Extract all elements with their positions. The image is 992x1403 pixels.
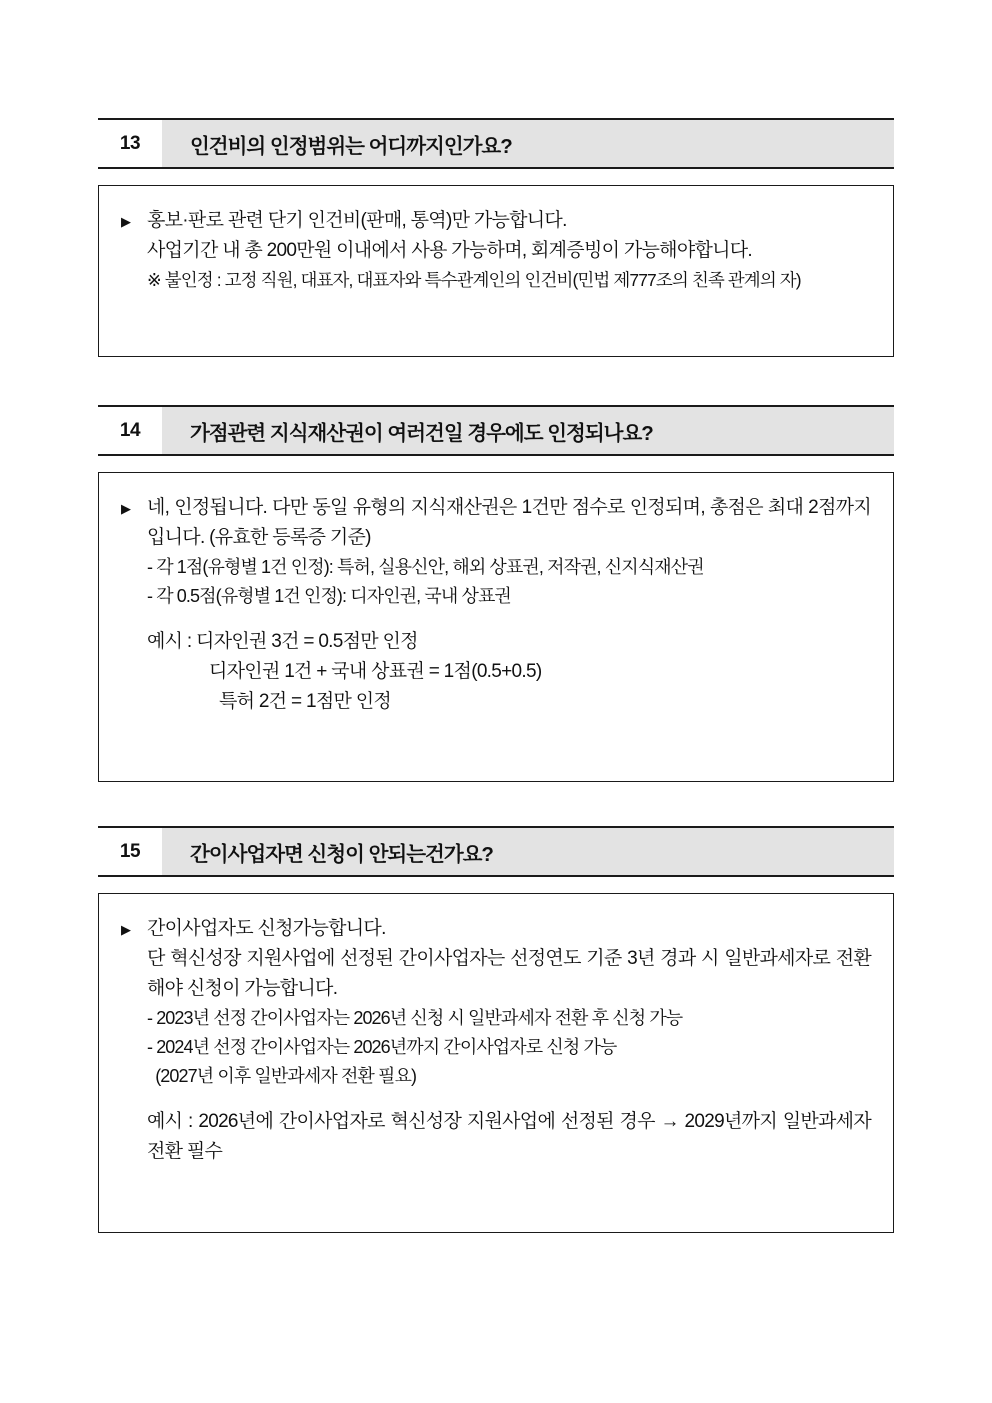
answer-line: 간이사업자도 신청가능합니다. — [147, 918, 386, 939]
example-label: 예시 : 디자인권 3건 = 0.5점만 인정 — [147, 631, 418, 652]
answer-box-14 — [98, 472, 894, 782]
answer-text — [147, 914, 871, 1167]
triangle-right-icon: ▶ — [121, 501, 131, 516]
example-block — [147, 627, 871, 717]
answer-note: ※ 불인정 : 고정 직원, 대표자, 대표자와 특수관계인의 인건비(민법 제777조의 친족 관계의 자) — [147, 270, 801, 290]
answer-body-13 — [121, 206, 871, 295]
question-header-14 — [98, 405, 894, 456]
answer-sub-item: (2027년 이후 일반과세자 전환 필요) — [147, 1066, 417, 1086]
answer-line: 단 혁신성장 지원사업에 선정된 간이사업자는 선정연도 기준 3년 경과 시 일반과세자로 전환해야 신청이 가능합니다. — [147, 948, 871, 999]
answer-box-13 — [98, 185, 894, 357]
spacer — [98, 782, 894, 826]
answer-line: 네, 인정됩니다. 다만 동일 유형의 지식재산권은 1건만 점수로 인정되며, 총점은 최대 2점까지입니다. (유효한 등록증 기준) — [147, 497, 871, 548]
question-title: 가점관련 지식재산권이 여러건일 경우에도 인정되나요? — [190, 421, 653, 445]
question-header-15 — [98, 826, 894, 877]
triangle-right-icon: ▶ — [121, 922, 131, 937]
question-title: 인건비의 인정범위는 어디까지인가요? — [190, 134, 512, 158]
example-line: 특허 2건 = 1점만 인정 — [219, 691, 392, 712]
answer-line: 사업기간 내 총 200만원 이내에서 사용 가능하며, 회계증빙이 가능해야합니다. — [147, 240, 753, 261]
answer-body-14 — [121, 493, 871, 717]
example-line: 디자인권 1건 + 국내 상표권 = 1점(0.5+0.5) — [209, 661, 542, 682]
question-title: 간이사업자면 신청이 안되는건가요? — [190, 842, 493, 866]
example-paragraph: 예시 : 2026년에 간이사업자로 혁신성장 지원사업에 선정된 경우 → 2029년까지 일반과세자 전환 필수 — [147, 1111, 871, 1162]
answer-sub-item: - 2024년 선정 간이사업자는 2026년까지 간이사업자로 신청 가능 — [147, 1037, 617, 1057]
question-title-cell — [162, 828, 894, 875]
faq-item-15 — [98, 826, 894, 1233]
answer-line: 홍보·판로 관련 단기 인건비(판매, 통역)만 가능합니다. — [147, 210, 567, 231]
answer-sub-item: - 각 1점(유형별 1건 인정): 특허, 실용신안, 해외 상표권, 저작권, 신지식재산권 — [147, 557, 704, 577]
example-block — [147, 1107, 871, 1167]
faq-item-14 — [98, 405, 894, 782]
question-title-cell — [162, 120, 894, 167]
question-number: 13 — [98, 120, 162, 167]
answer-body-15 — [121, 914, 871, 1167]
answer-box-15 — [98, 893, 894, 1233]
question-number: 15 — [98, 828, 162, 875]
answer-sub-item: - 각 0.5점(유형별 1건 인정): 디자인권, 국내 상표권 — [147, 586, 511, 606]
answer-text — [147, 493, 871, 717]
question-header-13 — [98, 118, 894, 169]
question-number: 14 — [98, 407, 162, 454]
answer-sub-item: - 2023년 선정 간이사업자는 2026년 신청 시 일반과세자 전환 후 신청 가능 — [147, 1008, 683, 1028]
faq-item-13 — [98, 118, 894, 357]
answer-text — [147, 206, 871, 295]
question-title-cell — [162, 407, 894, 454]
triangle-right-icon: ▶ — [121, 214, 131, 229]
spacer — [98, 357, 894, 405]
